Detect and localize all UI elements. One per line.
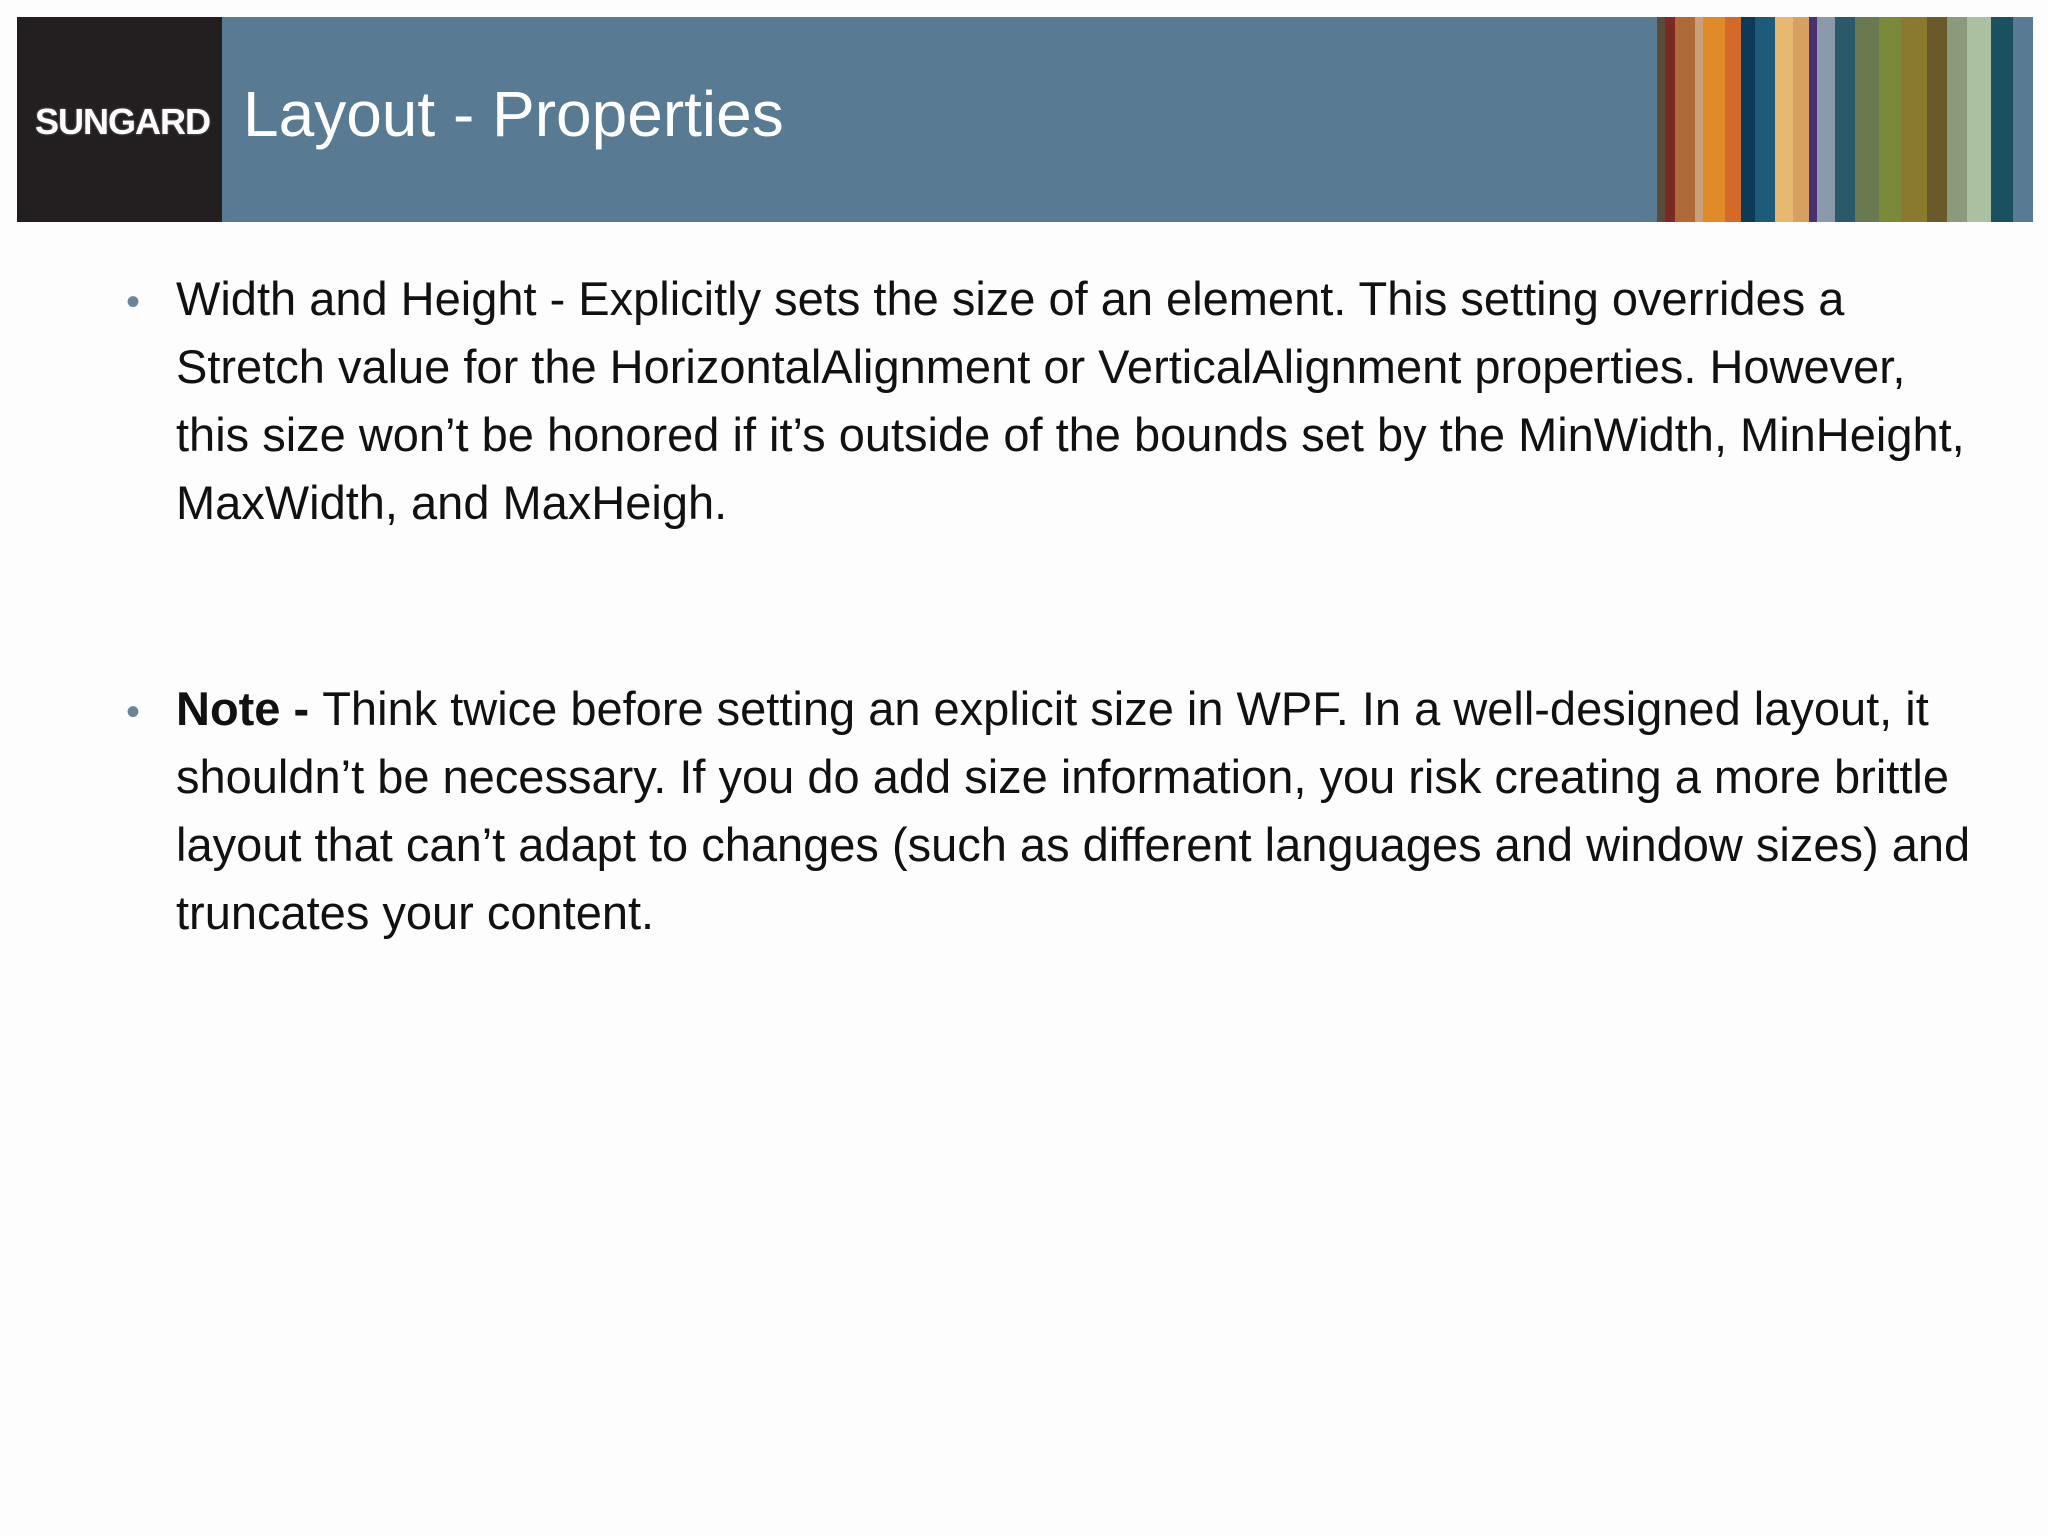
stripe bbox=[1665, 17, 1675, 222]
bullet-icon: • bbox=[126, 280, 141, 324]
stripe bbox=[1703, 17, 1725, 222]
stripe bbox=[1967, 17, 1991, 222]
stripe bbox=[1901, 17, 1927, 222]
logo-text: SUNGARD bbox=[35, 101, 211, 142]
stripe bbox=[1927, 17, 1947, 222]
decorative-stripes bbox=[1657, 17, 2033, 222]
bullet-item bbox=[120, 675, 1990, 947]
bullet-text: Width and Height - Explicitly sets the size of an element. This setting overrides a Stretch value for the HorizontalAlignment or VerticalAlignment properties. However, this size won’t be honored if it’s outside of the bounds set by the MinWidth, MinHeight, MaxWidth, and MaxHeigh. bbox=[176, 272, 1965, 529]
stripe bbox=[1741, 17, 1755, 222]
bullet-icon: • bbox=[126, 690, 141, 734]
stripe bbox=[1793, 17, 1809, 222]
stripe bbox=[1675, 17, 1695, 222]
logo bbox=[17, 17, 222, 222]
slide-header bbox=[17, 17, 2033, 222]
bullet-text: Think twice before setting an explicit size in WPF. In a well-designed layout, it shouldn’t be necessary. If you do add size information, you risk creating a more brittle layout that can’t adapt to changes (such as different languages and window sizes) and truncates your content. bbox=[176, 682, 1971, 939]
stripe bbox=[1755, 17, 1775, 222]
stripe bbox=[1835, 17, 1855, 222]
slide-body bbox=[120, 265, 1990, 947]
stripe bbox=[1991, 17, 2013, 222]
stripe bbox=[1657, 17, 1665, 222]
stripe bbox=[1725, 17, 1741, 222]
stripe bbox=[1809, 17, 1817, 222]
stripe bbox=[1775, 17, 1793, 222]
stripe bbox=[1855, 17, 1879, 222]
stripe bbox=[1817, 17, 1835, 222]
stripe bbox=[1695, 17, 1703, 222]
stripe bbox=[1947, 17, 1967, 222]
bullet-item bbox=[120, 265, 1990, 537]
bullet-label: Note - bbox=[176, 682, 323, 735]
slide-title: Layout - Properties bbox=[243, 78, 784, 150]
stripe bbox=[1879, 17, 1901, 222]
